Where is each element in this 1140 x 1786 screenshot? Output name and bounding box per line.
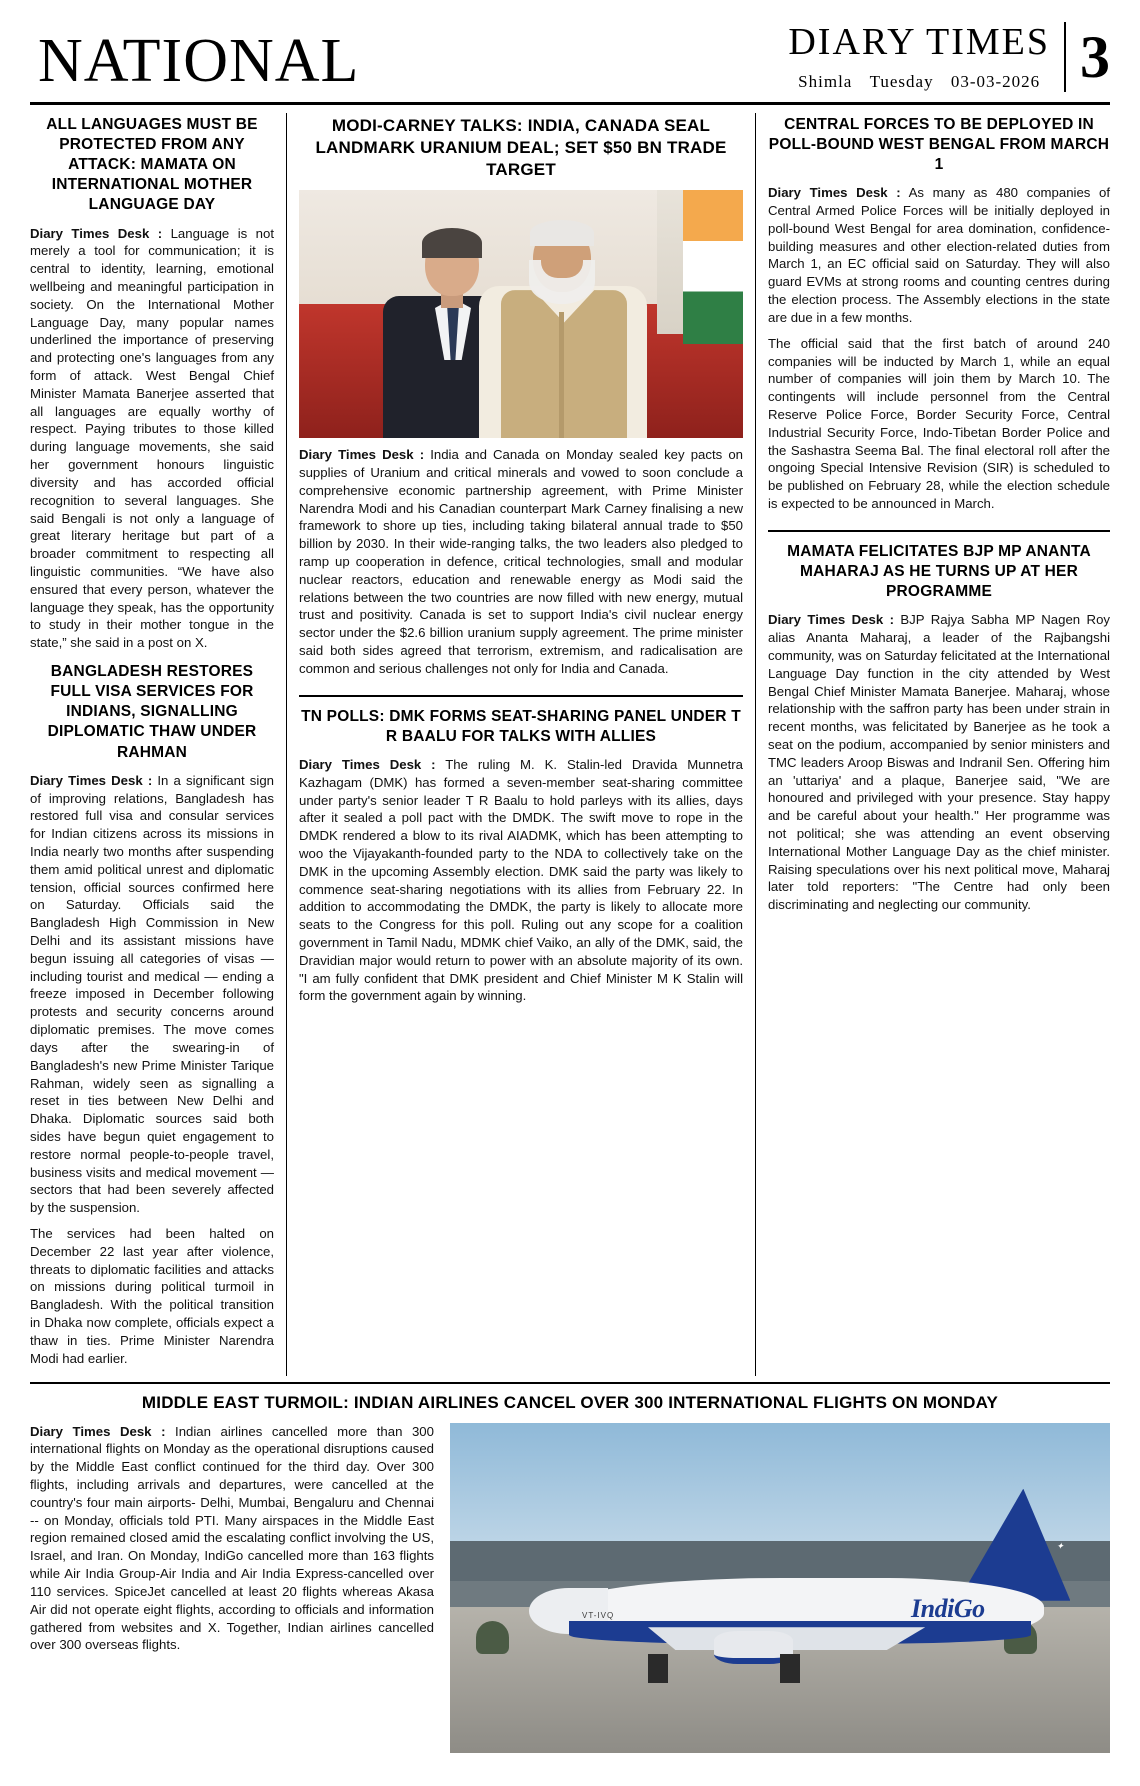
article-body [30, 772, 274, 1217]
content-grid [30, 113, 1110, 1376]
page-number: 3 [1064, 22, 1110, 92]
bottom-story-photo-wrap [450, 1423, 1110, 1761]
column-left [30, 113, 286, 1376]
byline: Diary Times Desk : [299, 447, 425, 463]
indigo-plane-photo [450, 1423, 1110, 1753]
article-mamata-language [30, 113, 274, 660]
edition-line [788, 72, 1050, 92]
byline: Diary Times Desk : [299, 756, 436, 772]
section-divider [299, 695, 743, 697]
byline: Diary Times Desk : [30, 1423, 166, 1439]
headline: ALL LANGUAGES MUST BE PROTECTED FROM ANY ATTACK: MAMATA ON INTERNATIONAL MOTHER LANGUAGE DAY [46, 115, 258, 214]
paper-brand [788, 22, 1110, 92]
article-body-2: The services had been halted on December 22 last year after violence, threats to diplomatic facilities and attacks on missions during political turmoil in Bangladesh. With the political transition in Dhaka now complete, officials expect a thaw in ties. Prime Minister Narendra Modi had earlier. [30, 1226, 274, 1366]
bottom-story-block [30, 1382, 1110, 1761]
body-text: In a significant sign of improving relations, Bangladesh has restored full visa and consular services for Indian citizens across its missions in India nearly two months after suspending them amid political unrest and diplomatic tension, official sources confirmed here on Saturday. Officials said the Bangladesh High Commission in New Delhi and its assistant missions have begun issuing all categories of visas — including tourist and medical — ending a freeze imposed in December following protests and security concerns around diplomatic premises. The move comes days after the swearing-in of Bangladesh's new Prime Minister Tarique Rahman, widely seen as signalling a reset in ties between New Delhi and Dhaka. Diplomatic sources said both sides have begun quiet engagement to restore normal people-to-people travel, business visits and medical movement — sectors that had been severely affected by the suspension. [30, 772, 274, 1216]
section-divider [768, 530, 1110, 532]
article-central-forces [768, 113, 1110, 521]
edition-city: Shimla [798, 71, 853, 91]
column-right [756, 113, 1110, 1376]
tail-marking: ✦ [1056, 1541, 1064, 1552]
person-modi [479, 224, 647, 438]
plane-registration: VT-IVQ [582, 1610, 615, 1620]
masthead-rule [30, 102, 1110, 105]
bottom-story-text [30, 1423, 434, 1761]
article-body [30, 1423, 434, 1655]
byline: Diary Times Desk : [768, 185, 901, 201]
headline: MAMATA FELICITATES BJP MP ANANTA MAHARAJ AS HE TURNS UP AT HER PROGRAMME [787, 542, 1091, 601]
paper-name: DIARY TIMES [788, 21, 1050, 63]
page-section-title: NATIONAL [38, 26, 360, 95]
article-body-2: The official said that the first batch of around 240 companies will be inducted by March 1, while an equal number of companies will join them by March 10. The contingents will include personnel from the Central Reserve Police Force, Border Security Force, Central Industrial Security Force, Indo-Tibetan Border Police and the Sashastra Seema Bal. The final electoral roll after the ongoing Special Intensive Revision (SIR) is scheduled to be published on February 28, while the election schedule is expected to be announced in March. [768, 335, 1110, 512]
edition-date: 03-03-2026 [950, 71, 1041, 91]
byline: Diary Times Desk : [30, 225, 163, 241]
article-body [768, 184, 1110, 327]
article-body [299, 446, 743, 678]
article-tn-polls [299, 705, 743, 1014]
byline: Diary Times Desk : [768, 612, 894, 628]
article-mamata-bjp-mp [768, 540, 1110, 922]
body-text: As many as 480 companies of Central Armed Police Forces will be initially deployed in poll-bound West Bengal for area domination, confidence-building measures and other election-related duties from March 1, an EC official said on Saturday. They will also guard EVMs at strong rooms and counting centres during the election process. The Assembly elections in the state are due in a few months. [768, 185, 1111, 325]
masthead [30, 22, 1110, 96]
edition-day: Tuesday [869, 71, 934, 91]
headline: MIDDLE EAST TURMOIL: INDIAN AIRLINES CANCEL OVER 300 INTERNATIONAL FLIGHTS ON MONDAY [141, 1392, 999, 1412]
column-middle [286, 113, 756, 1376]
body-text: Indian airlines cancelled more than 300 international flights on Monday as the operational disruptions caused by the Middle East conflict continued for the third day. Over 300 flights, including arrivals and departures, were cancelled at the country's four main airports- Delhi, Mumbai, Bengaluru and Chennai -- on Monday, officials told PTI. Many airspaces in the Middle East region remained closed amid the escalating conflict involving the US, Israel, and Iran. On Monday, IndiGo cancelled more than 163 flights while Air India Group-Air India and Air India Express-cancelled over 110 services. SpiceJet cancelled at least 20 flights whereas Akasa Air did not operate eight flights, according to officials and information gathered from websites and X. Together, Indian airlines cancelled over 300 overseas flights. [30, 1423, 434, 1653]
modi-carney-photo [299, 190, 743, 438]
body-text: BJP Rajya Sabha MP Nagen Roy alias Ananta Maharaj, a leader of the Rajbangshi community, was on Saturday felicitated at the International Language Day function in the city attended by West Bengal Chief Minister Mamata Banerjee. Maharaj, whose relationship with the saffron party has been under strain in recent months, was felicitated by Banerjee as he took a seat on the podium, accompanied by senior ministers and TMC leaders Aroop Biswas and Indranil Sen. Offering him an 'uttariya' and a plaque, Banerjee said, "We are honoured and privileged with your presence. Stay happy and be careful about your health." Her programme was not political; she was attending an event observing International Mother Language Day as the chief minister. Raising speculations over his next political move, Maharaj later told reporters: "The Centre had only been discriminating and neglecting our community. [768, 612, 1110, 913]
body-text: India and Canada on Monday sealed key pacts on supplies of Uranium and critical minerals and vowed to soon conclude a comprehensive economic partnership agreement, with Prime Minister Narendra Modi and his Canadian counterpart Mark Carney finalising a new framework to shore up ties, including taking bilateral annual trade to $50 billion by 2030. In their wide-ranging talks, the two leaders also pledged to ramp up cooperation in defence, critical technologies, small and modular nuclear reactors, education and renewable energy as Modi said the relations between the two countries are now filled with new energy, mutual trust and positivity. Canada is set to support India's civil nuclear energy sector under the $2.6 billion uranium supply agreement. The prime minister said both sides agreed that terrorism, extremism, and radicalisation are common and serious challenges not only for India and Canada. [299, 447, 743, 676]
article-body [768, 611, 1110, 914]
body-text: The ruling M. K. Stalin-led Dravida Munnetra Kazhagam (DMK) has formed a seven-member seat-sharing committee under party's senior leader T R Baalu to hold parleys with its allies, days after it sealed a poll pact with the DMDK. The swift move to rope in the DMDK rendered a blow to its rival AIADMK, which has been attempting to woo the Vijayakanth-founded party to the NDA to collectively take on the DMK in the upcoming Assembly election. DMK said the party was likely to commence seat-sharing negotiations with its allies from February 22. In addition to accommodating the DMDK, the party is likely to allocate more seats to the Congress for this poll. Ruling out any scope for a coalition government in Tamil Nadu, MDMK chief Vaiko, an ally of the DMK, said, the Dravidian major would return to power with an absolute majority of its own. "I am fully confident that DMK president and Chief Minister M K Stalin will form the government again by winning. [299, 756, 743, 1004]
headline: BANGLADESH RESTORES FULL VISA SERVICES FOR INDIANS, SIGNALLING DIPLOMATIC THAW UNDER RAHMAN [47, 663, 257, 761]
bottom-divider [30, 1382, 1110, 1384]
headline: MODI-CARNEY TALKS: INDIA, CANADA SEAL LANDMARK URANIUM DEAL; SET $50 BN TRADE TARGET [315, 115, 727, 179]
article-body [30, 225, 274, 653]
brand-left [788, 22, 1064, 92]
article-bangladesh-visa [30, 660, 274, 1376]
headline: CENTRAL FORCES TO BE DEPLOYED IN POLL-BOUND WEST BENGAL FROM MARCH 1 [768, 115, 1110, 174]
body-text: Language is not merely a tool for communication; it is central to identity, learning, emotional wellbeing and meaningful participation in society. On the International Mother Language Day, many popular names underlined the importance of preserving and protecting one's languages from any form of attack. West Bengal Chief Minister Mamata Banerjee asserted that all languages are equally worthy of respect. Paying tributes to those killed during language movements, she said her government honours linguistic diversity and has accorded official recognition to several languages. She said Bengali is not only a language of great literary heritage but part of a broader commitment to respecting all linguistic communities. “We have also ensured that every person, whatever the language they speak, has the opportunity to study in their mother tongue in the state,” she said in a post on X. [30, 225, 274, 651]
article-modi-carney [299, 113, 743, 686]
indigo-logo: IndiGo [911, 1594, 985, 1624]
byline: Diary Times Desk : [30, 772, 153, 788]
article-body [299, 756, 743, 1005]
headline: TN POLLS: DMK FORMS SEAT-SHARING PANEL UNDER T R BAALU FOR TALKS WITH ALLIES [301, 707, 741, 745]
